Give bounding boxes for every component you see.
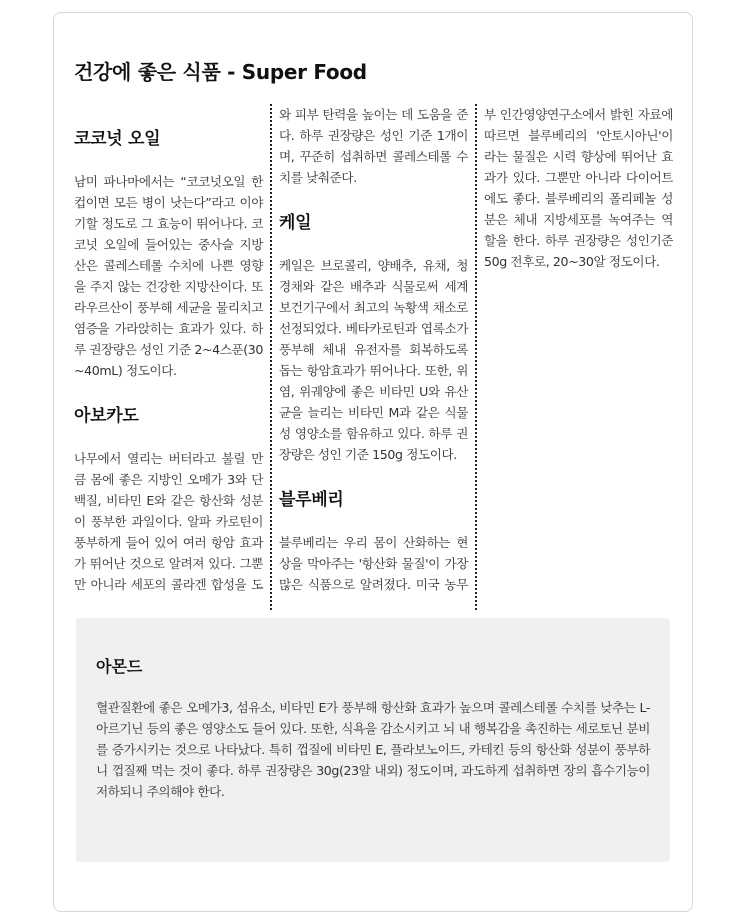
section-body-blueberry: 블루베리는 우리 몸이 산화하는 현상을 막아주는 '항산화 물질'이 가장 많은 식품으로 알려졌다. 미국 농무부 인간영양연구소에서 밝힌 자료에 따르면 블루베리의 '안토시아닌'이라는 물질은 시력 향상에 뛰어난 효과가 있다. 그뿐만 아니라 다이어트에도 좋다. 블루베리의 폴리페놀 성분은 체내 지방세포를 녹여주는 역할을 한다. 하루 권장량은 성인기준 50g 전후로, 20~30알 정도이다. xyxy=(279,107,673,592)
section-body-coconut-oil: 남미 파나마에서는 “코코넛오일 한 컵이면 모든 병이 낫는다”라고 이야기할 정도로 그 효능이 뛰어나다. 코코넛 오일에 들어있는 중사슬 지방산은 콜레스테롤 수치에 나쁜 영향을 주지 않는 건강한 지방산이다. 또 라우르산이 풍부해 세균을 물리치고 염증을 가라앉히는 효과가 있다. 하루 권장량은 성인 기준 2~4스푼(30~40mL) 정도이다. xyxy=(74,174,263,378)
section-body-avocado: 나무에서 열리는 버터라고 불릴 만큼 몸에 좋은 지방인 오메가 3와 단백질, 비타민 E와 같은 항산화 성분이 풍부한 과일이다. 알파 카로틴이 풍부하게 들어 있어 여러 항암 효과가 뛰어난 것으로 알려져 있다. 그뿐만 아니라 세포의 콜라겐 합성을 도와 피부 탄력을 높이는 데 도움을 준다. 하루 권장량은 성인 기준 1개이며, 꾸준히 섭취하면 콜레스테롤 수치를 낮춰준다. xyxy=(74,107,468,592)
section-heading-coconut-oil: 코코넛 오일 xyxy=(74,129,161,149)
article-columns xyxy=(74,104,673,610)
highlight-body-almond: 혈관질환에 좋은 오메가3, 섬유소, 비타민 E가 풍부해 항산화 효과가 높으며 콜레스테롤 수치를 낮추는 L-아르기닌 등의 좋은 영양소도 들어 있다. 또한, 식욕을 감소시키고 뇌 내 행복감을 촉진하는 세로토닌 분비를 증가시키는 것으로 나타났다. 특히 껍질에 비타민 E, 플라보노이드, 카테킨 등의 항산화 성분이 풍부하니 껍질째 먹는 것이 좋다. 하루 권장량은 30g(23알 내외) 정도이며, 과도하게 섭취하면 장의 흡수기능이 저하되니 주의해야 한다. xyxy=(96,700,650,799)
section-body-kale: 케일은 브로콜리, 양배추, 유채, 청경채와 같은 배추과 식물로써 세계보건기구에서 최고의 녹황색 채소로 선정되었다. 베타카로틴과 엽록소가 풍부해 체내 유전자를 회복하도록 돕는 항암효과가 뛰어나다. 또한, 위염, 위궤양에 좋은 비타민 U와 유산균을 늘리는 비타민 M과 같은 식물성 영양소를 함유하고 있다. 하루 권장량은 성인 기준 150g 정도이다. xyxy=(279,258,468,462)
section-heading-avocado: 아보카도 xyxy=(74,406,139,426)
highlight-heading-almond: 아몬드 xyxy=(96,657,143,676)
section-heading-blueberry: 블루베리 xyxy=(279,490,344,510)
page-title: 건강에 좋은 식품 - Super Food xyxy=(74,60,367,84)
section-heading-kale: 케일 xyxy=(279,213,312,233)
highlight-box xyxy=(76,618,670,862)
